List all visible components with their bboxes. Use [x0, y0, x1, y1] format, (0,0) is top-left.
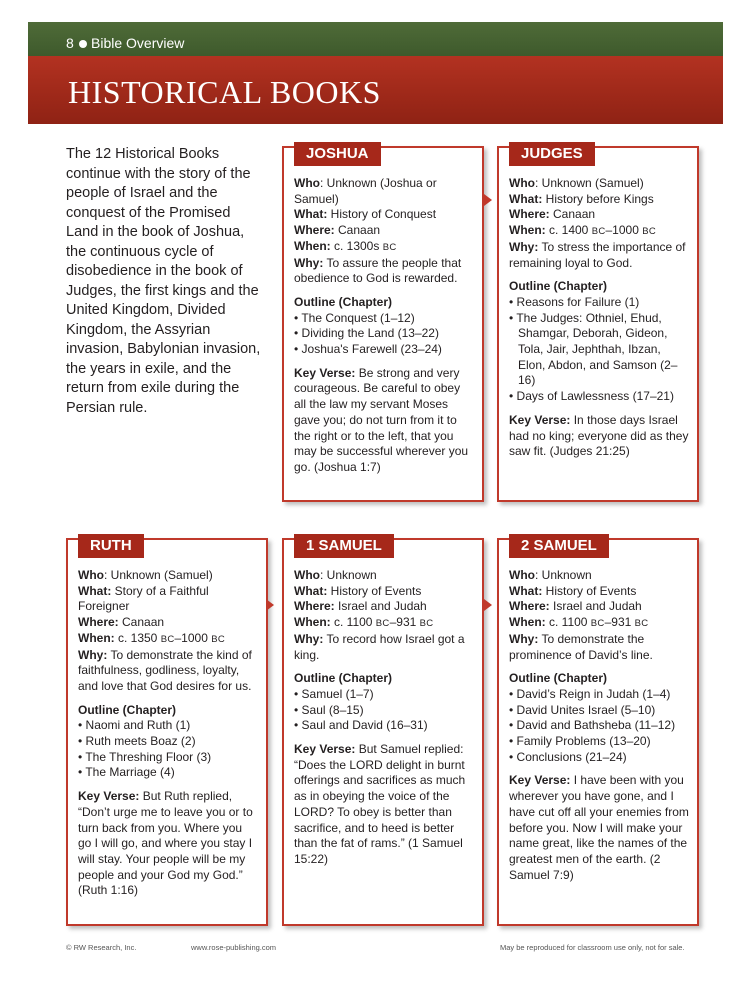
value-where: Canaan	[118, 615, 165, 630]
key-verse	[294, 742, 474, 868]
why-row	[509, 240, 689, 271]
value-what: History of Conquest	[327, 207, 437, 222]
key-verse	[509, 773, 689, 883]
outline-item: • Joshua's Farewell (23–24)	[294, 342, 474, 358]
key-verse	[78, 789, 258, 899]
arrow-right-icon	[266, 599, 274, 611]
who-row	[294, 176, 474, 207]
what-row	[294, 207, 474, 223]
outline-item: • Conclusions (21–24)	[509, 750, 689, 766]
label-where: Where:	[294, 599, 335, 614]
when-row	[294, 239, 474, 256]
what-row	[509, 192, 689, 208]
value-when-era: BC	[160, 633, 175, 645]
outline-heading: Outline (Chapter)	[78, 702, 176, 717]
value-where: Israel and Judah	[334, 599, 427, 614]
key-verse	[509, 413, 689, 460]
book-details	[509, 568, 689, 883]
value-who: : Unknown (Samuel)	[535, 176, 644, 190]
label-who: Who	[509, 176, 535, 190]
what-row	[78, 584, 258, 615]
book-box-ruth	[66, 538, 268, 926]
outline-item: • The Marriage (4)	[78, 765, 258, 781]
label-what: What:	[509, 583, 543, 598]
book-details	[509, 176, 689, 460]
label-where: Where:	[509, 599, 550, 614]
value-who: : Unknown	[535, 568, 592, 582]
outline-heading: Outline (Chapter)	[294, 671, 392, 686]
key-verse-text: Be strong and very courageous. Be careful to obey all the law my servant Moses gave you; do not turn from it to the right or to the left, that you may be successful wherever you go. (Joshua 1:7)	[294, 365, 469, 474]
label-why: Why:	[294, 255, 324, 270]
key-verse	[294, 366, 474, 476]
outline-item: • Reasons for Failure (1)	[509, 295, 689, 311]
when-row	[509, 223, 689, 240]
value-when-era: BC	[591, 226, 606, 238]
footer-notice: May be reproduced for classroom use only, not for sale.	[500, 943, 685, 952]
outline-item: • The Conquest (1–12)	[294, 311, 474, 327]
book-details	[294, 568, 474, 868]
outline-item: • The Threshing Floor (3)	[78, 750, 258, 766]
outline-list	[78, 718, 258, 781]
footer-copyright: © RW Research, Inc.	[66, 943, 137, 952]
value-who: : Unknown	[320, 568, 377, 582]
when-row	[78, 631, 258, 648]
outline-item: • Samuel (1–7)	[294, 687, 474, 703]
page-title: HISTORICAL BOOKS	[68, 74, 381, 110]
value-what: History of Events	[542, 583, 637, 598]
book-box-1-samuel	[282, 538, 484, 926]
where-row	[509, 599, 689, 615]
outline-list	[509, 295, 689, 405]
outline-item: • Saul (8–15)	[294, 703, 474, 719]
top-bar	[28, 22, 723, 56]
value-when-end: –931	[604, 615, 635, 630]
when-row	[509, 615, 689, 632]
book-title-tab: JOSHUA	[294, 142, 381, 166]
label-why: Why:	[509, 631, 539, 646]
value-what: History of Events	[327, 583, 422, 598]
label-who: Who	[509, 568, 535, 582]
why-row	[509, 632, 689, 663]
label-where: Where:	[294, 223, 335, 238]
value-why: To demonstrate the prominence of David’s line.	[509, 631, 653, 662]
key-verse-text: I have been with you wherever you have gone, and I have cut off all your enemies from before you. Now I will make your name great, like the names of the greatest men of the earth. (2 Samuel 7:9)	[509, 773, 689, 882]
book-box-2-samuel	[497, 538, 699, 926]
label-when: When:	[294, 238, 331, 253]
label-key-verse: Key Verse:	[509, 773, 571, 788]
who-row	[509, 568, 689, 584]
outline-list	[294, 687, 474, 734]
key-verse-text: But Samuel replied: “Does the LORD delight in burnt offerings and sacrifices as much as in obeying the voice of the LORD? To obey is better than sacrifice, and to heed is better than the fat of rams.” (1 Samuel 15:22)	[294, 742, 466, 866]
label-key-verse: Key Verse:	[294, 742, 356, 757]
label-what: What:	[294, 207, 328, 222]
value-when-end: –1000	[605, 223, 643, 238]
label-why: Why:	[294, 631, 324, 646]
value-when-end: –931	[389, 615, 420, 630]
value-when-start: c. 1300s	[330, 238, 383, 253]
title-banner	[28, 56, 723, 124]
label-what: What:	[294, 583, 328, 598]
who-row	[294, 568, 474, 584]
who-row	[509, 176, 689, 192]
book-title-tab: JUDGES	[509, 142, 595, 166]
value-where: Canaan	[549, 207, 596, 222]
outline-item: • David’s Reign in Judah (1–4)	[509, 687, 689, 703]
value-why: To stress the importance of remaining loyal to God.	[509, 239, 686, 270]
why-row	[78, 648, 258, 695]
label-when: When:	[78, 630, 115, 645]
book-title-tab: 1 SAMUEL	[294, 534, 394, 558]
book-title-tab: 2 SAMUEL	[509, 534, 609, 558]
label-what: What:	[509, 191, 543, 206]
what-row	[509, 584, 689, 600]
where-row	[509, 207, 689, 223]
arrow-right-icon	[484, 599, 492, 611]
value-when-era-end: BC	[419, 618, 434, 630]
value-who: : Unknown (Joshua or Samuel)	[294, 176, 437, 206]
value-when-era: BC	[382, 241, 397, 253]
value-when-start: c. 1400	[545, 223, 592, 238]
outline-heading: Outline (Chapter)	[509, 671, 607, 686]
when-row	[294, 615, 474, 632]
outline-list	[509, 687, 689, 766]
label-why: Why:	[509, 239, 539, 254]
label-what: What:	[78, 583, 112, 598]
outline-item: • Dividing the Land (13–22)	[294, 326, 474, 342]
value-when-era: BC	[375, 618, 390, 630]
label-who: Who	[294, 568, 320, 582]
book-title-tab: RUTH	[78, 534, 144, 558]
label-why: Why:	[78, 647, 108, 662]
key-verse-text: But Ruth replied, “Don’t urge me to leave you or to turn back from you. Where you go I will go, and where you stay I will stay. Your people will be my people and your God my God.” (Ruth 1:16)	[78, 789, 253, 898]
label-who: Who	[294, 176, 320, 190]
why-row	[294, 632, 474, 663]
label-where: Where:	[78, 615, 119, 630]
value-when-era-end: BC	[634, 618, 649, 630]
label-key-verse: Key Verse:	[78, 789, 140, 804]
intro-paragraph: The 12 Historical Books continue with the story of the people of Israel and the conquest of the Promised Land in the book of Joshua, the continuous cycle of disobedience in the book of Judges, the first kings and the United Kingdom, Divided Kingdom, the Assyrian invasion, Babylonian invasion, the years in exile, and the return from exile during the Persian rule.	[66, 146, 261, 416]
label-when: When:	[294, 615, 331, 630]
what-row	[294, 584, 474, 600]
value-where: Israel and Judah	[549, 599, 642, 614]
outline-item: • Saul and David (16–31)	[294, 718, 474, 734]
value-what: Story of a Faithful Foreigner	[78, 583, 209, 614]
outline-item: • Days of Lawlessness (17–21)	[509, 389, 689, 405]
outline-item: • David and Bathsheba (11–12)	[509, 718, 689, 734]
book-details	[78, 568, 258, 899]
arrow-right-icon	[484, 194, 492, 206]
value-why: To assure the people that obedience to God is rewarded.	[294, 255, 462, 286]
value-when-era: BC	[590, 618, 605, 630]
value-when-start: c. 1100	[330, 615, 376, 630]
key-verse-text: In those days Israel had no king; everyone did as they saw fit. (Judges 21:25)	[509, 412, 689, 459]
value-why: To demonstrate the kind of faithfulness, godliness, loyalty, and love that God desires for us.	[78, 647, 252, 693]
outline-item: • Naomi and Ruth (1)	[78, 718, 258, 734]
value-who: : Unknown (Samuel)	[104, 568, 213, 582]
value-what: History before Kings	[542, 191, 654, 206]
where-row	[78, 615, 258, 631]
who-row	[78, 568, 258, 584]
bullet-dot	[79, 40, 87, 48]
label-when: When:	[509, 223, 546, 238]
outline-list	[294, 311, 474, 358]
section-title: Bible Overview	[91, 35, 185, 51]
value-when-era-end: BC	[211, 633, 226, 645]
outline-item: • David Unites Israel (5–10)	[509, 703, 689, 719]
book-box-judges	[497, 146, 699, 502]
outline-item: • The Judges: Othniel, Ehud, Shamgar, Deborah, Gideon, Tola, Jair, Jephthah, Ibzan, Elon, Abdon, and Samson (2–16)	[509, 311, 689, 390]
page-number: 8	[66, 35, 74, 51]
book-box-joshua	[282, 146, 484, 502]
book-details	[294, 176, 474, 476]
label-when: When:	[509, 615, 546, 630]
label-key-verse: Key Verse:	[294, 365, 356, 380]
outline-item: • Family Problems (13–20)	[509, 734, 689, 750]
footer-website: www.rose-publishing.com	[191, 943, 277, 952]
why-row	[294, 256, 474, 287]
value-when-end: –1000	[174, 630, 212, 645]
label-who: Who	[78, 568, 104, 582]
value-when-start: c. 1350	[114, 630, 161, 645]
outline-heading: Outline (Chapter)	[294, 294, 392, 309]
outline-item: • Ruth meets Boaz (2)	[78, 734, 258, 750]
outline-heading: Outline (Chapter)	[509, 279, 607, 294]
value-when-start: c. 1100	[545, 615, 591, 630]
where-row	[294, 223, 474, 239]
value-where: Canaan	[334, 223, 381, 238]
value-why: To record how Israel got a king.	[294, 631, 465, 662]
label-where: Where:	[509, 207, 550, 222]
label-key-verse: Key Verse:	[509, 412, 571, 427]
where-row	[294, 599, 474, 615]
value-when-era-end: BC	[642, 226, 657, 238]
